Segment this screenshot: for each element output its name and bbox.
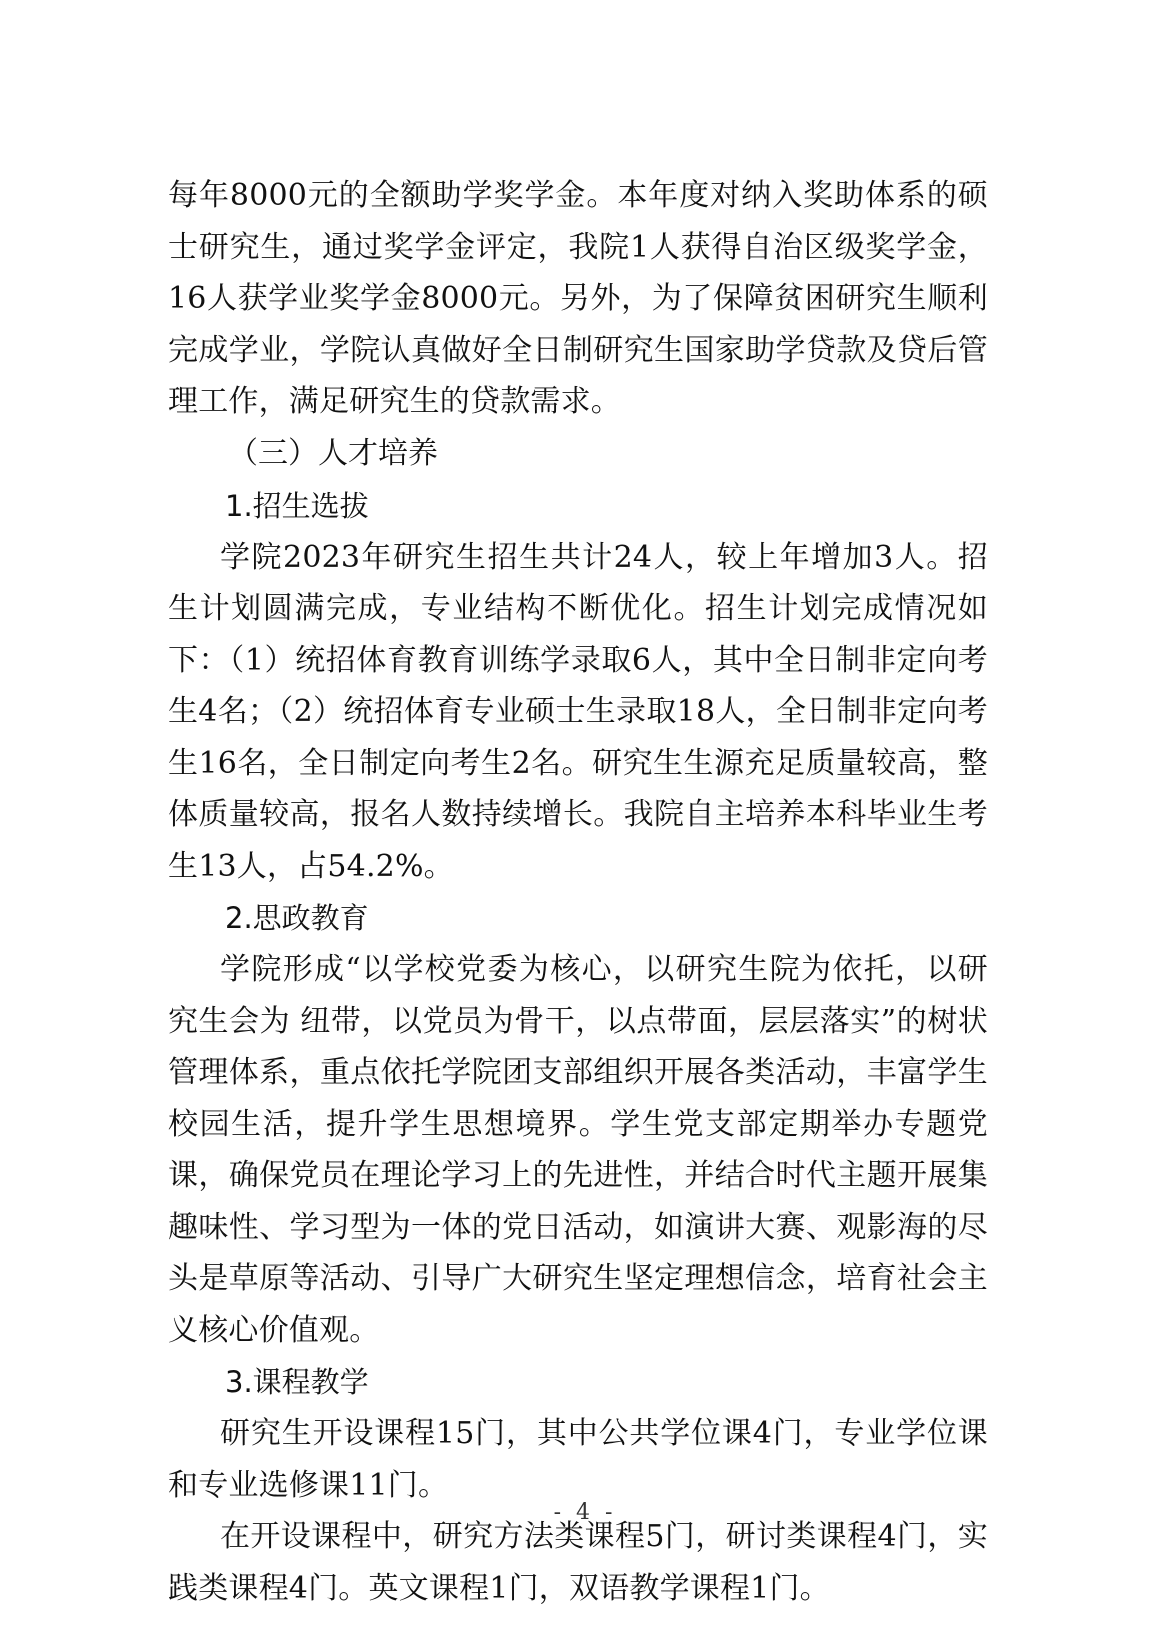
paragraph-enrollment: 学院2023年研究生招生共计24人，较上年增加3人。招生计划圆满完成，专业结构不断优化。招生计划完成情况如下：（1）统招体育教育训练学录取6人，其中全日制非定向考生4名；（2）统招体育专业硕士生录取18人，全日制非定向考生16名，全日制定向考生2名。研究生生源充足质量较高，整体质量较高，报名人数持续增长。我院自主培养本科毕业生考生13人，占54.2%。 — [168, 539, 988, 884]
section-heading-talent-training: （三）人才培养 — [228, 435, 438, 471]
paragraph-course-types: 在开设课程中，研究方法类课程5门，研讨类课程4门，实践类课程4门。英文课程1门，双语教学课程1门。 — [168, 1519, 988, 1606]
paragraph-courses-offered: 研究生开设课程15门，其中公共学位课4门，专业学位课和专业选修课11门。 — [168, 1416, 988, 1503]
subheading-enrollment: 1.招生选拔 — [225, 488, 369, 523]
document-body — [168, 170, 988, 1614]
page-number: - 4 - — [553, 1500, 617, 1525]
subheading-course-teaching: 3.课程教学 — [225, 1365, 369, 1399]
paragraph-scholarship: 每年8000元的全额助学奖学金。本年度对纳入奖助体系的硕士研究生，通过奖学金评定，我院1人获得自治区级奖学金，16人获学业奖学金8000元。另外，为了保障贫困研究生顺利完成学业，学院认真做好全日制研究生国家助学贷款及贷后管理工作，满足研究生的贷款需求。 — [168, 178, 988, 419]
subheading-ideological-education: 2.思政教育 — [225, 901, 369, 935]
paragraph-ideological-education: 学院形成“以学校党委为核心，以研究生院为依托，以研究生会为 纽带，以党员为骨干，以点带面，层层落实”的树状管理体系，重点依托学院团支部组织开展各类活动，丰富学生校园生活，提升学生思想境界。学生党支部定期举办专题党课，确保党员在理论学习上的先进性，并结合时代主题开展集趣味性、学习型为一体的党日活动，如演讲大赛、观影海的尽头是草原等活动、引导广大研究生坚定理想信念，培育社会主义核心价值观。 — [168, 952, 988, 1348]
